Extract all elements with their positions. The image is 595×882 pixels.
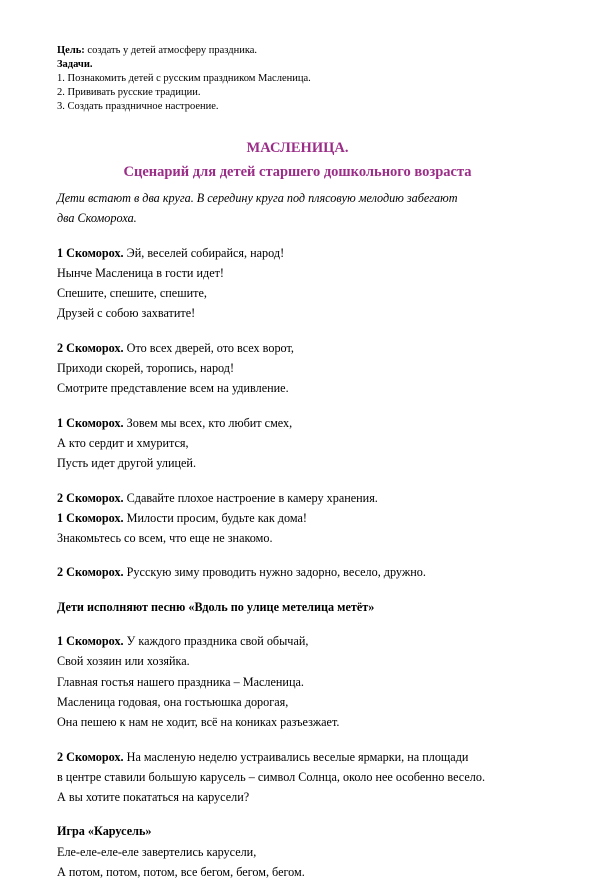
verse-line: Спешите, спешите, спешите, (57, 286, 207, 301)
verse-line: Знакомьтесь со всем, что еще не знакомо. (57, 531, 273, 546)
stage-direction: два Скомороха. (57, 211, 137, 226)
tasks-label: Задачи. (57, 59, 93, 70)
verse-line: Еле-еле-еле-еле завертелись карусели, (57, 844, 257, 859)
verse-line: Масленица годовая, она гостьюшка дорогая, (57, 694, 289, 709)
speaker-label: 2 Скоморох. (57, 490, 124, 505)
speaker-label: 2 Скоморох. (57, 340, 124, 355)
verse-line: 1 Скоморох. Эй, веселей собирайся, народ! (57, 245, 285, 260)
verse-line: Главная гостья нашего праздника – Масленица. (57, 674, 304, 689)
task-item: 1. Познакомить детей с русским праздником Масленица. (57, 73, 311, 84)
verse-line: 1 Скоморох. У каждого праздника свой обычай, (57, 634, 309, 649)
verse-line: Приходи скорей, торопись, народ! (57, 361, 235, 376)
verse-line: А вы хотите покататься на карусели? (57, 790, 250, 805)
verse-line: А потом, потом, потом, все бегом, бегом, бегом. (57, 865, 305, 880)
speaker-label: 1 Скоморох. (57, 634, 124, 649)
verse-line: Свой хозяин или хозяйка. (57, 654, 190, 669)
goal-text: создать у детей атмосферу праздника. (84, 45, 258, 56)
song-heading: Дети исполняют песню «Вдоль по улице метелица метёт» (57, 599, 375, 614)
task-item: 2. Прививать русские традиции. (57, 87, 201, 98)
verse-line: 2 Скоморох. Сдавайте плохое настроение в камеру хранения. (57, 490, 378, 505)
verse-line: Пусть идет другой улицей. (57, 456, 196, 471)
speaker-label: 1 Скоморох. (57, 245, 124, 260)
verse-line: 2 Скоморох. Ото всех дверей, ото всех ворот, (57, 340, 294, 355)
game-heading: Игра «Карусель» (57, 824, 152, 839)
speaker-label: 2 Скоморох. (57, 749, 124, 764)
verse-line: Друзей с собою захватите! (57, 306, 196, 321)
verse-line: 1 Скоморох. Зовем мы всех, кто любит смех, (57, 415, 293, 430)
stage-direction: Дети встают в два круга. В середину круга под плясовую мелодию забегают (57, 191, 458, 205)
intro-section (57, 44, 311, 114)
goal-line (57, 44, 311, 58)
page-subtitle: Сценарий для детей старшего дошкольного возраста (123, 164, 472, 180)
verse-line: А кто сердит и хмурится, (57, 435, 189, 450)
speaker-label: 2 Скоморох. (57, 565, 124, 580)
page-title: МАСЛЕНИЦА. (246, 140, 349, 156)
verse-line: Она пешею к нам не ходит, всё на кониках разъезжает. (57, 715, 340, 730)
goal-label: Цель: (57, 45, 85, 56)
speaker-label: 1 Скоморох. (57, 415, 124, 430)
verse-line: 1 Скоморох. Милости просим, будьте как дома! (57, 510, 307, 525)
verse-line: в центре ставили большую карусель – символ Солнца, около нее особенно весело. (57, 769, 486, 784)
verse-line: Смотрите представление всем на удивление. (57, 381, 289, 396)
verse-line: 2 Скоморох. На масленую неделю устраивались веселые ярмарки, на площади (57, 749, 469, 764)
task-item: 3. Создать праздничное настроение. (57, 101, 219, 112)
script-body (57, 188, 557, 882)
verse-line: 2 Скоморох. Русскую зиму проводить нужно задорно, весело, дружно. (57, 565, 426, 580)
verse-line: Нынче Масленица в гости идет! (57, 265, 224, 280)
speaker-label: 1 Скоморох. (57, 510, 124, 525)
